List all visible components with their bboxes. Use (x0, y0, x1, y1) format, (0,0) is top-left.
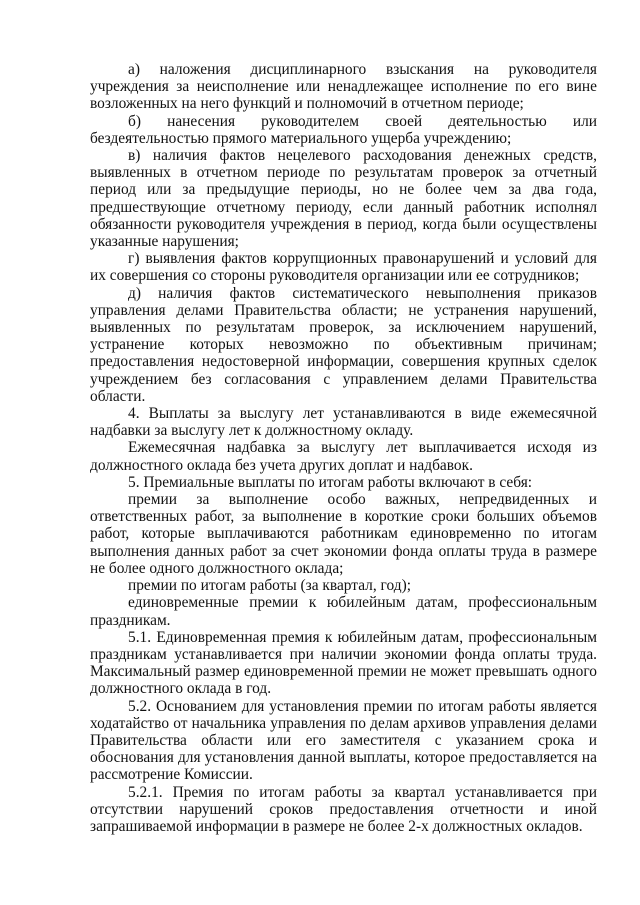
paragraph-section-5: 5. Премиальные выплаты по итогам работы включают в себя: (128, 473, 533, 491)
paragraph-section-5-1: 5.1. Единовременная премия к юбилейным датам, профессиональным праздникам устанавливается при наличии экономии фонда оплаты труда. Максимальный размер единовременной премии не может превышать одного должностного оклада в год. (90, 628, 597, 698)
paragraph-bonus-important-work: премии за выполнение особо важных, непредвиденных и ответственных работ, за выполнение в короткие сроки больших объемов работ, которые выплачиваются работникам единовременно по итогам выполнения данных работ за счет экономии фонда оплаты труда в размере не более одного должностного оклада; (90, 491, 597, 577)
paragraph-item-a: а) наложения дисциплинарного взыскания на руководителя учреждения за неисполнение или ненадлежащее исполнение по его вине возложенных на него функций и полномочий в отчетном периоде; (90, 61, 597, 113)
paragraph-section-4: 4. Выплаты за выслугу лет устанавливаются в виде ежемесячной надбавки за выслугу лет к должностному окладу. (90, 405, 597, 440)
paragraph-section-5-2-1: 5.2.1. Премия по итогам работы за квартал устанавливается при отсутствии нарушений сроков предоставления отчетности и иной запрашиваемой информации в размере не более 2-х должностных окладов. (90, 783, 597, 835)
document-page (90, 61, 597, 835)
paragraph-item-b: б) нанесения руководителем своей деятельностью или бездеятельностью прямого материального ущерба учреждению; (90, 112, 597, 147)
paragraph-bonus-period: премии по итогам работы (за квартал, год); (128, 577, 411, 595)
paragraph-item-v: в) наличия фактов нецелевого расходования денежных средств, выявленных в отчетном периоде по результатам проверок за отчетный период или за предыдущие периоды, но не более чем за два года, предшествующие отчетному периоду, если данный работник исполнял обязанности руководителя учреждения в период, когда были осуществлены указанные нарушения; (90, 147, 597, 251)
paragraph-item-g: г) выявления фактов коррупционных правонарушений и условий для их совершения со стороны руководителя организации или ее сотрудников; (90, 250, 597, 285)
paragraph-bonus-anniversary: единовременные премии к юбилейным датам, профессиональным праздникам. (90, 594, 597, 629)
paragraph-section-5-2: 5.2. Основанием для установления премии по итогам работы является ходатайство от начальника управления по делам архивов управления делами Правительства области или его заместителя с указанием срока и обоснования для установления данной выплаты, которое предоставляется на рассмотрение Комиссии. (90, 697, 597, 784)
paragraph-item-d: д) наличия фактов систематического невыполнения приказов управления делами Правительства области; не устранения нарушений, выявленных по результатам проверок, за исключением нарушений, устранение которых невозможно по объективным причинам; предоставления недостоверной информации, совершения крупных сделок учреждением без согласования с управлением делами Правительства области. (90, 284, 597, 405)
paragraph-monthly-allowance: Ежемесячная надбавка за выслугу лет выплачивается исходя из должностного оклада без учета других доплат и надбавок. (90, 439, 597, 474)
